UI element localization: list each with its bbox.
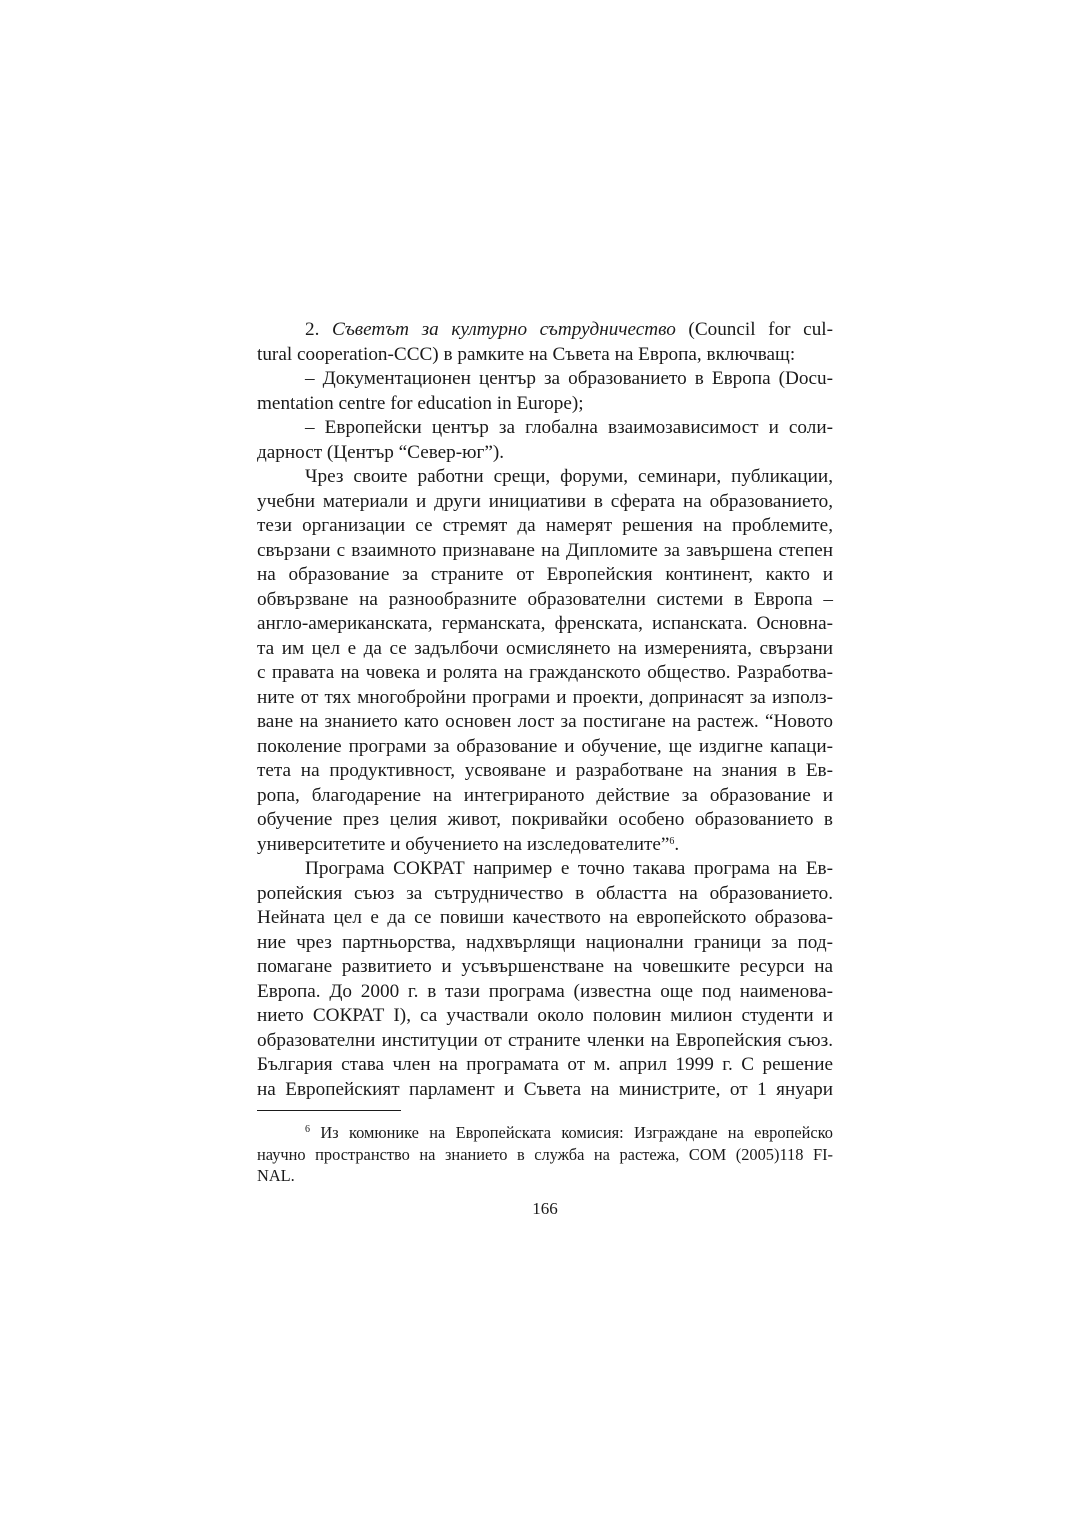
text-line: Нейната цел е да се повиши качеството на европейското образова- [257, 907, 833, 928]
text-line: Европа. До 2000 г. в тази програма (известна още под наименова- [257, 980, 833, 1002]
text-line: mentation centre for education in Europe); [257, 392, 584, 414]
text-line: помагане развитието и усъвършенстване на човешките ресурси на [257, 956, 833, 977]
footnote-mark: 6 [305, 1124, 310, 1135]
text-fragment: университетите и обучението на изследователите” [257, 833, 670, 855]
footnote-reference[interactable]: 6 [669, 835, 675, 847]
text-line: на Европейският парламент и Съвета на министрите, от 1 януари [257, 1078, 833, 1100]
text-line: ние чрез партньорства, надхвърлящи национални граници за под- [257, 931, 833, 953]
list-item-global-centre: – Европейски център за глобална взаимозависимост и соли- [305, 417, 833, 438]
text-line: ропейския съюз за сътрудничество в областта на образованието. [257, 882, 833, 904]
text-line: англо-американската, германската, френската, испанската. Основна- [257, 613, 833, 634]
footnote-line: NAL. [257, 1166, 295, 1185]
text-line: свързани с взаимното признаване на Дипломите за завършена степен [257, 539, 833, 561]
text-line: България става член на програмата от м. април 1999 г. С решение [257, 1054, 833, 1075]
footnote-line [257, 1122, 833, 1144]
text-line: tural cooperation-CCC) в рамките на Съвета на Европа, включващ: [257, 343, 796, 365]
paragraph-council [257, 318, 833, 343]
footnote-separator [257, 1110, 401, 1111]
text-line: дарност (Център “Север-юг”). [257, 441, 505, 463]
text-line: ропа, благодарение на интегрираното действие за образование и [257, 784, 833, 806]
footnote-text: Из комюнике на Европейската комисия: Изграждане на европейско [310, 1123, 833, 1142]
text-line: обучение през целия живот, покривайки особено образованието в [257, 809, 833, 830]
text-line: обвързване на разнообразните образователни системи в Европа – [257, 588, 833, 610]
text-line: нието СОКРАТ I), са участвали около половин милион студенти и [257, 1005, 833, 1026]
text-line: на образование за страните от Европейския континент, както и [257, 564, 833, 585]
text-line: ване на знанието като основен лост за постигане на растеж. “Новото [257, 711, 833, 732]
text-fragment: . [674, 833, 680, 855]
italic-term: Съветът за културно сътрудничество [332, 319, 676, 340]
text-line: учебни материали и други инициативи в сферата на образованието, [257, 490, 833, 512]
paragraph-socrates: Програма СОКРАТ например е точно такава програма на Ев- [305, 858, 833, 879]
paragraph-through-meetings: Чрез своите работни срещи, форуми, семинари, публикации, [305, 466, 833, 487]
heading-number: 2. [305, 319, 333, 340]
text-line: тета на продуктивност, усвояване и разработване на знания в Ев- [257, 760, 833, 781]
footnote-line: научно пространство на знанието в служба на растежа, COM (2005)118 FI- [257, 1144, 833, 1164]
text-line: образователни институции от страните членки на Европейския съюз. [257, 1029, 833, 1051]
page-number: 166 [532, 1199, 558, 1218]
list-item-doc-centre: – Документационен център за образованието в Европа (Docu- [305, 368, 833, 389]
footnotes [257, 1122, 833, 1187]
text-line [257, 833, 833, 858]
text-line: (Council for cul- [675, 319, 834, 340]
text-line: с правата на човека и ролята на гражданското общество. Разработва- [257, 662, 833, 683]
text-line: тези организации се стремят да намерят решения на проблемите, [257, 515, 833, 536]
text-line: та им цел е да се задълбочи осмислянето на измеренията, свързани [257, 637, 833, 659]
text-line: поколение програми за образование и обучение, ще издигне капаци- [257, 735, 833, 757]
text-line: ните от тях многобройни програми и проекти, допринасят за използ- [257, 686, 833, 708]
body-text [257, 318, 833, 1102]
